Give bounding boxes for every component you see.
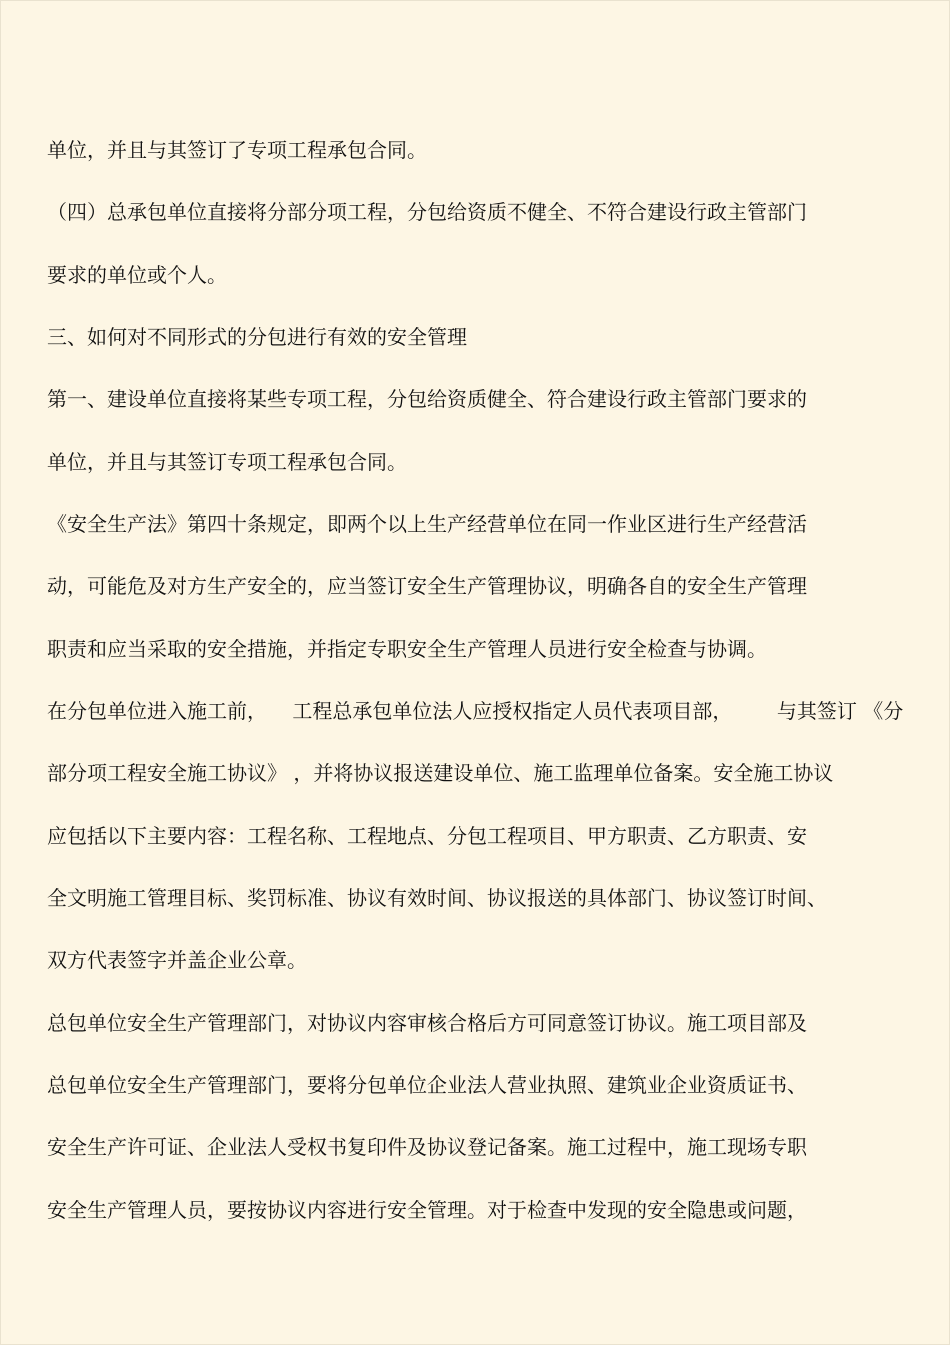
text-line: 在分包单位进入施工前， 工程总承包单位法人应授权指定人员代表项目部， 与其签订 《分 <box>47 699 904 723</box>
text-line: 要求的单位或个人。 <box>47 263 227 287</box>
text-line: 总包单位安全生产管理部门，要将分包单位企业法人营业执照、建筑业企业资质证书、 <box>47 1073 807 1097</box>
text-line: 《安全生产法》第四十条规定，即两个以上生产经营单位在同一作业区进行生产经营活 <box>47 512 807 536</box>
text-line: 应包括以下主要内容：工程名称、工程地点、分包工程项目、甲方职责、乙方职责、安 <box>47 824 807 848</box>
text-line: 单位，并且与其签订专项工程承包合同。 <box>47 450 407 474</box>
text-line: 第一、建设单位直接将某些专项工程，分包给资质健全、符合建设行政主管部门要求的 <box>47 387 807 411</box>
text-line: 动，可能危及对方生产安全的，应当签订安全生产管理协议，明确各自的安全生产管理 <box>47 574 807 598</box>
text-line: 安全生产许可证、企业法人受权书复印件及协议登记备案。施工过程中，施工现场专职 <box>47 1135 807 1159</box>
text-line: 职责和应当采取的安全措施，并指定专职安全生产管理人员进行安全检查与协调。 <box>47 637 767 661</box>
text-line: （四）总承包单位直接将分部分项工程，分包给资质不健全、不符合建设行政主管部门 <box>47 200 807 224</box>
text-line: 双方代表签字并盖企业公章。 <box>47 948 307 972</box>
text-line: 总包单位安全生产管理部门，对协议内容审核合格后方可同意签订协议。施工项目部及 <box>47 1011 807 1035</box>
text-line: 全文明施工管理目标、奖罚标准、协议有效时间、协议报送的具体部门、协议签订时间、 <box>47 886 827 910</box>
section-heading: 三、如何对不同形式的分包进行有效的安全管理 <box>47 325 467 349</box>
text-line: 部分项工程安全施工协议》 ，并将协议报送建设单位、施工监理单位备案。安全施工协议 <box>47 761 834 785</box>
text-line: 单位，并且与其签订了专项工程承包合同。 <box>47 138 427 162</box>
text-line: 安全生产管理人员，要按协议内容进行安全管理。对于检查中发现的安全隐患或问题， <box>47 1198 807 1222</box>
